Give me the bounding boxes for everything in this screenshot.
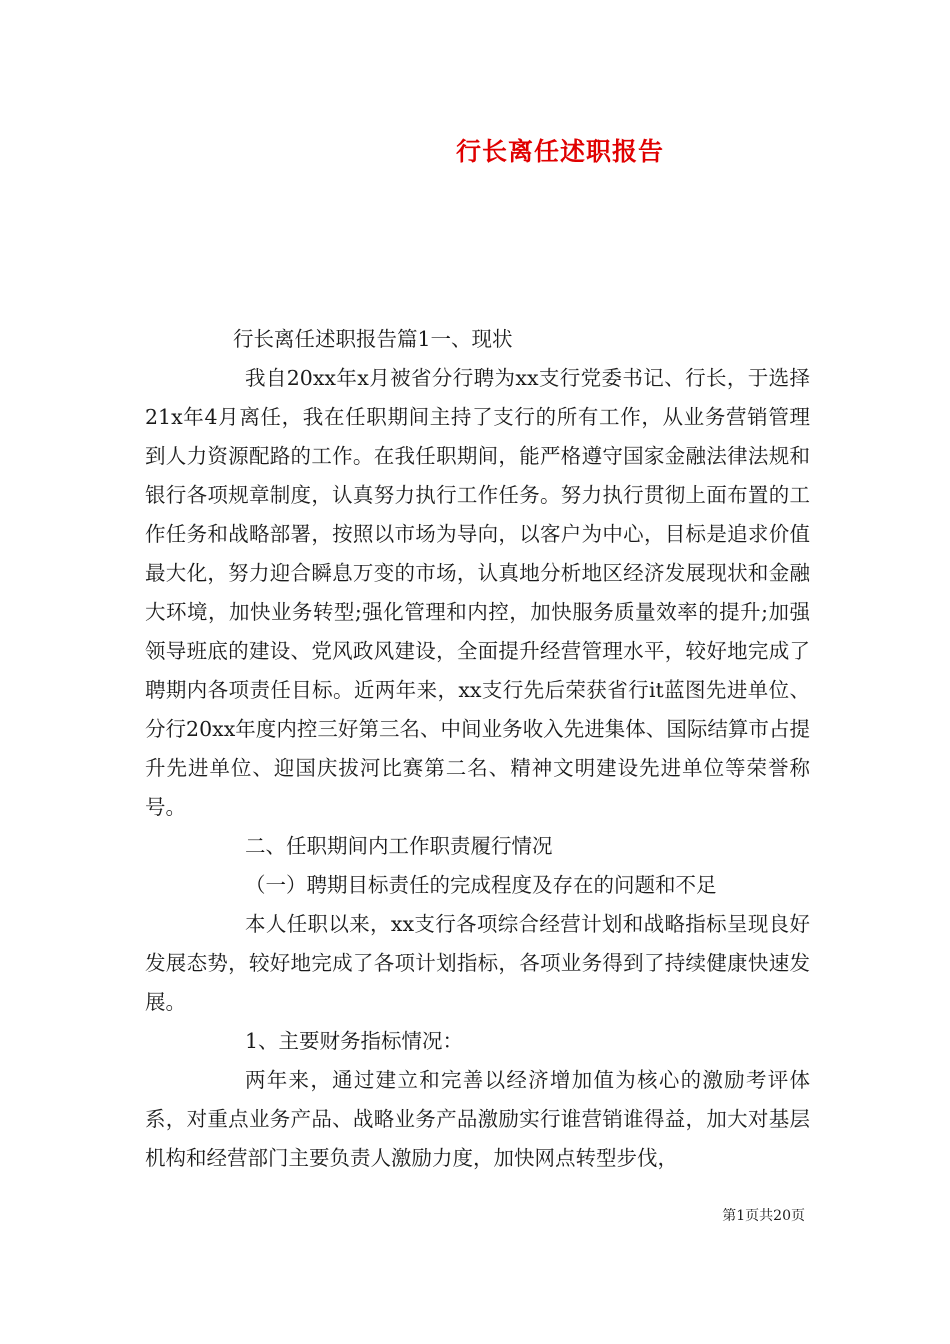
paragraph-section-heading-1: 行长离任述职报告篇1一、现状 [233, 327, 513, 351]
paragraph-performance: 本人任职以来，xx支行各项综合经营计划和战略指标呈现良好发展态势，较好地完成了各项计划指标，各项业务得到了持续健康快速发展。 [145, 912, 810, 1014]
paragraph-subheading-1: （一）聘期目标责任的完成程度及存在的问题和不足 [245, 873, 717, 897]
document-body [145, 320, 810, 1178]
page-number: 第1页共20页 [722, 1208, 805, 1224]
paragraph-subheading-financial: 1、主要财务指标情况： [245, 1029, 464, 1053]
paragraph-section-heading-2: 二、任职期间内工作职责履行情况 [245, 834, 553, 858]
document-title: 行长离任述职报告 [455, 137, 664, 166]
paragraph-status: 我自20xx年x月被省分行聘为xx支行党委书记、行长，于选择21x年4月离任，我在任职期间主持了支行的所有工作，从业务营销管理到人力资源配路的工作。在我任职期间，能严格遵守国家金融法律法规和银行各项规章制度，认真努力执行工作任务。努力执行贯彻上面布置的工作任务和战略部署，按照以市场为导向，以客户为中心，目标是追求价值最大化，努力迎合瞬息万变的市场，认真地分析地区经济发展现状和金融大环境，加快业务转型;强化管理和内控，加快服务质量效率的提升;加强领导班底的建设、党风政风建设，全面提升经营管理水平，较好地完成了聘期内各项责任目标。近两年来，xx支行先后荣获省行it蓝图先进单位、分行20xx年度内控三好第三名、中间业务收入先进集体、国际结算市占提升先进单位、迎国庆拔河比赛第二名、精神文明建设先进单位等荣誉称号。 [145, 366, 810, 819]
paragraph-incentives: 两年来，通过建立和完善以经济增加值为核心的激励考评体系，对重点业务产品、战略业务产品激励实行谁营销谁得益，加大对基层机构和经营部门主要负责人激励力度，加快网点转型步伐， [145, 1068, 810, 1170]
